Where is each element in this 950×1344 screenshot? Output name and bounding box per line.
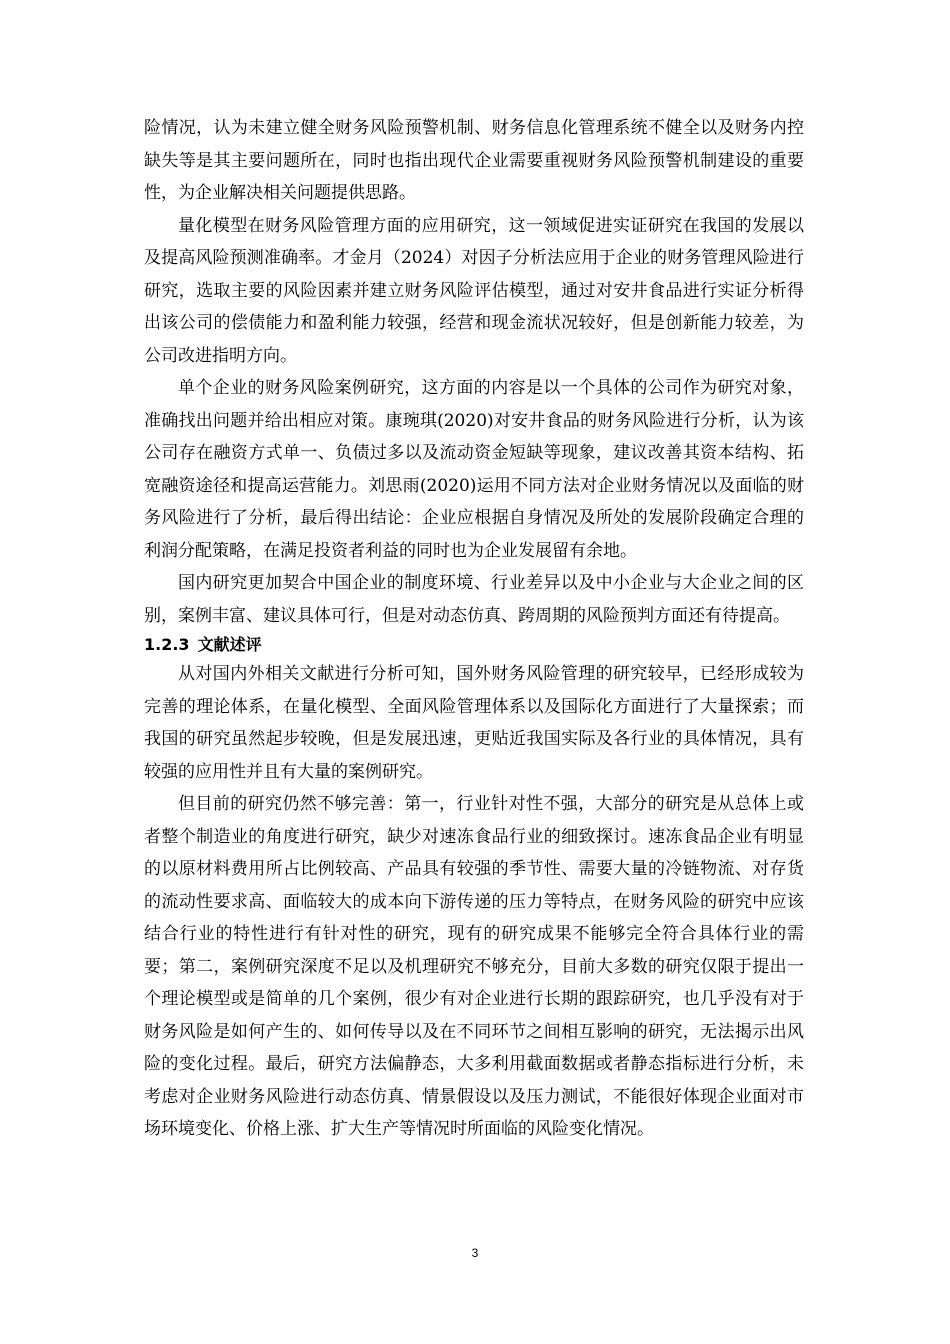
paragraph-review-shortcomings: 但目前的研究仍然不够完善：第一，行业针对性不强，大部分的研究是从总体上或者整个制造业的角度进行研究，缺少对速冻食品行业的细致探讨。速冻食品企业有明显的以原材料费用所占比例较高、产品具有较强的季节性、需要大量的冷链物流、对存货的流动性要求高、面临较大的成本向下游传递的压力等特点，在财务风险的研究中应该结合行业的特性进行有针对性的研究，现有的研究成果不能够完全符合具体行业的需要；第二，案例研究深度不足以及机理研究不够充分，目前大多数的研究仅限于提出一个理论模型或是简单的几个案例，很少有对企业进行长期的跟踪研究，也几乎没有对于财务风险是如何产生的、如何传导以及在不同环节之间相互影响的研究，无法揭示出风险的变化过程。最后，研究方法偏静态，大多利用截面数据或者静态指标进行分析，未考虑对企业财务风险进行动态仿真、情景假设以及压力测试，不能很好体现企业面对市场环境变化、价格上涨、扩大生产等情况时所面临的风险变化情况。: [144, 794, 804, 1139]
paragraph-review-overview: 从对国内外相关文献进行分析可知，国外财务风险管理的研究较早，已经形成较为完善的理论体系，在量化模型、全面风险管理体系以及国际化方面进行了大量探索；而我国的研究虽然起步较晚，但是发展迅速，更贴近我国实际及各行业的具体情况，具有较强的应用性并且有大量的案例研究。: [144, 664, 804, 782]
paragraph-quantitative-models: 量化模型在财务风险管理方面的应用研究，这一领域促进实证研究在我国的发展以及提高风险预测准确率。才金月（2024）对因子分析法应用于企业的财务管理风险进行研究，选取主要的风险因素并建立财务风险评估模型，通过对安井食品进行实证分析得出该公司的偿债能力和盈利能力较强，经营和现金流状况较好，但是创新能力较差，为公司改进指明方向。: [144, 215, 804, 366]
page-body: [144, 112, 804, 1146]
paragraph-domestic-summary: 国内研究更加契合中国企业的制度环境、行业差异以及中小企业与大企业之间的区别，案例丰富、建议具体可行，但是对动态仿真、跨周期的风险预判方面还有待提高。: [144, 573, 804, 626]
paragraph-continued: 险情况，认为未建立健全财务风险预警机制、财务信息化管理系统不健全以及财务内控缺失等是其主要问题所在，同时也指出现代企业需要重视财务风险预警机制建设的重要性，为企业解决相关问题提供思路。: [144, 118, 804, 203]
page-number: 3: [471, 1246, 479, 1260]
paragraph-case-studies: 单个企业的财务风险案例研究，这方面的内容是以一个具体的公司作为研究对象，准确找出问题并给出相应对策。康琬琪(2020)对安井食品的财务风险进行分析，认为该公司存在融资方式单一、负债过多以及流动资金短缺等现象，建议改善其资本结构、拓宽融资途径和提高运营能力。刘思雨(2020)运用不同方法对企业财务情况以及面临的财务风险进行了分析，最后得出结论：企业应根据自身情况及所处的发展阶段确定合理的利润分配策略，在满足投资者利益的同时也为企业发展留有余地。: [144, 378, 804, 561]
section-title: 文献述评: [197, 635, 262, 654]
section-number: 1.2.3: [144, 635, 190, 654]
section-heading: [144, 632, 804, 658]
